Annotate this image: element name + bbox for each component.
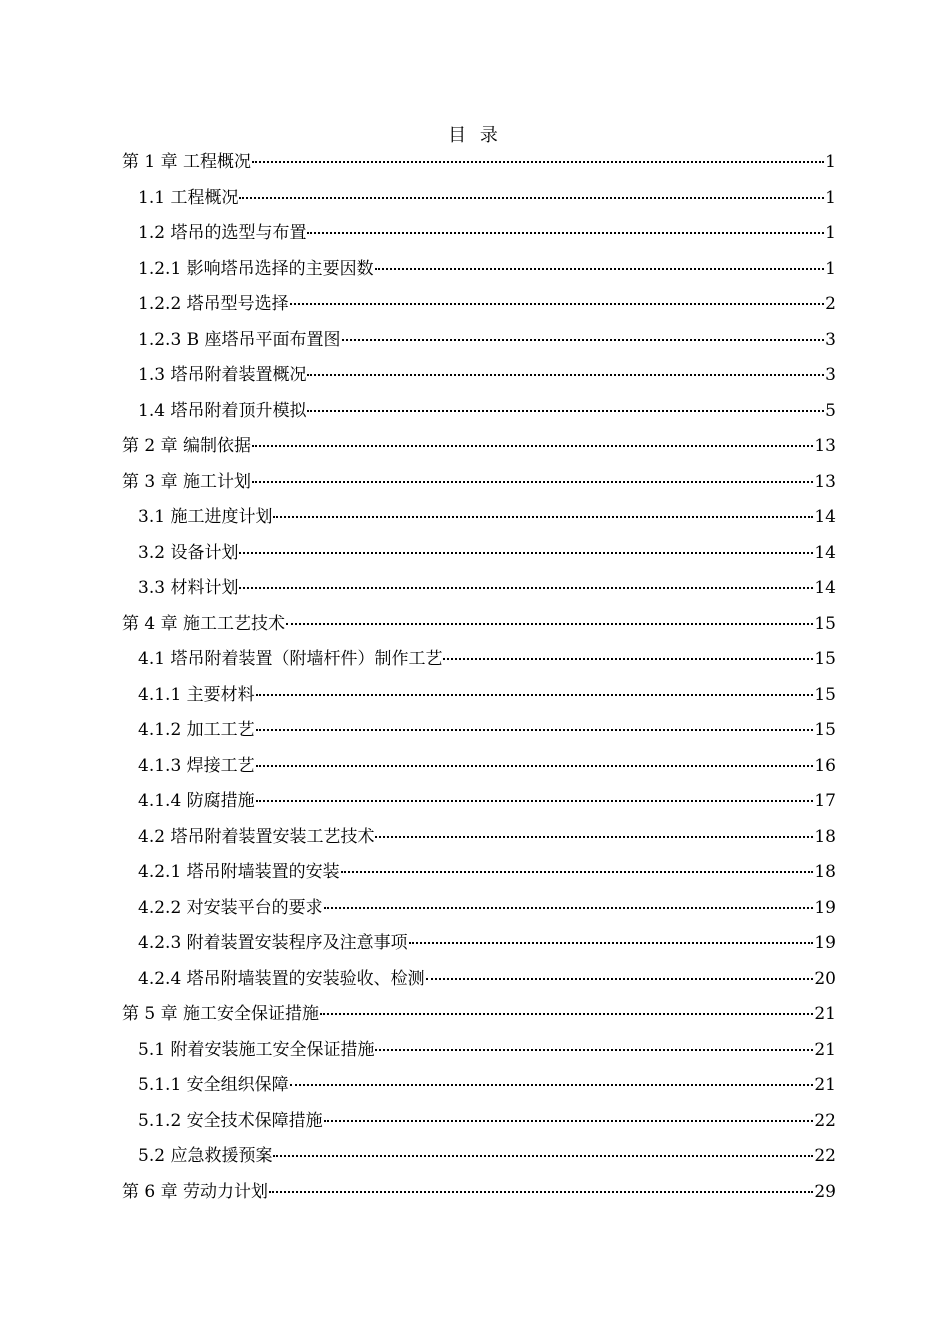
toc-entry-text: 4.2 塔吊附着装置安装工艺技术 bbox=[138, 826, 375, 847]
toc-section-entry[interactable] bbox=[122, 502, 836, 538]
toc-page-number: 15 bbox=[814, 720, 836, 740]
toc-page-number: 19 bbox=[814, 933, 836, 953]
toc-page-number: 22 bbox=[814, 1110, 836, 1131]
toc-dot-leader bbox=[273, 1153, 813, 1157]
toc-entry-text: 5.1 附着安装施工安全保证措施 bbox=[138, 1039, 375, 1060]
toc-dot-leader bbox=[290, 1082, 814, 1086]
toc-dot-leader bbox=[443, 656, 813, 660]
toc-section-entry[interactable] bbox=[122, 964, 836, 1000]
toc-entry-text: 3.3 材料计划 bbox=[138, 578, 239, 598]
toc-page-number: 15 bbox=[814, 684, 836, 705]
toc-section-entry[interactable] bbox=[122, 218, 836, 254]
toc-dot-leader bbox=[426, 976, 814, 980]
toc-entry-text: 第 4 章 施工工艺技术 bbox=[122, 613, 286, 634]
toc-section-entry[interactable] bbox=[122, 644, 836, 680]
toc-section-entry[interactable] bbox=[122, 1106, 836, 1142]
toc-section-entry[interactable] bbox=[122, 786, 836, 822]
toc-dot-leader bbox=[290, 301, 825, 305]
toc-section-entry[interactable] bbox=[122, 573, 836, 609]
toc-entry-text: 第 5 章 施工安全保证措施 bbox=[122, 1004, 320, 1024]
toc-entry-text: 第 6 章 劳动力计划 bbox=[122, 1181, 269, 1202]
toc-page-number: 20 bbox=[814, 968, 836, 989]
toc-entry-text: 1.1 工程概况 bbox=[138, 187, 239, 208]
toc-section-entry[interactable] bbox=[122, 325, 836, 361]
toc-entry-text: 4.1.4 防腐措施 bbox=[138, 791, 255, 811]
toc-page-number: 14 bbox=[814, 542, 836, 563]
toc-dot-leader bbox=[286, 621, 813, 625]
toc-chapter-entry[interactable] bbox=[122, 467, 836, 503]
toc-section-entry[interactable] bbox=[122, 254, 836, 290]
toc-dot-leader bbox=[375, 1047, 813, 1051]
toc-dot-leader bbox=[252, 443, 813, 447]
toc-entry-text: 4.1 塔吊附着装置（附墙杆件）制作工艺 bbox=[138, 649, 443, 669]
toc-page-number: 19 bbox=[814, 897, 836, 918]
toc-entry-text: 1.4 塔吊附着顶升模拟 bbox=[138, 400, 307, 421]
toc-entry-text: 第 1 章 工程概况 bbox=[122, 152, 252, 172]
toc-page-number: 13 bbox=[814, 436, 836, 456]
toc-page-number: 2 bbox=[825, 294, 836, 314]
toc-page-number: 13 bbox=[814, 471, 836, 492]
toc-dot-leader bbox=[252, 159, 824, 163]
toc-section-entry[interactable] bbox=[122, 360, 836, 396]
table-of-contents bbox=[122, 147, 836, 1212]
toc-page-number: 15 bbox=[814, 649, 836, 669]
toc-dot-leader bbox=[252, 479, 813, 483]
toc-chapter-entry[interactable] bbox=[122, 1177, 836, 1213]
toc-section-entry[interactable] bbox=[122, 1141, 836, 1177]
toc-section-entry[interactable] bbox=[122, 1035, 836, 1071]
toc-entry-text: 4.2.3 附着装置安装程序及注意事项 bbox=[138, 933, 408, 953]
toc-section-entry[interactable] bbox=[122, 857, 836, 893]
toc-entry-text: 5.2 应急救援预案 bbox=[138, 1146, 273, 1166]
toc-entry-text: 1.2.2 塔吊型号选择 bbox=[138, 294, 289, 314]
toc-page-number: 18 bbox=[814, 826, 836, 847]
toc-entry-text: 4.2.2 对安装平台的要求 bbox=[138, 897, 323, 918]
toc-page-number: 17 bbox=[814, 791, 836, 811]
toc-entry-text: 5.1.2 安全技术保障措施 bbox=[138, 1110, 323, 1131]
toc-chapter-entry[interactable] bbox=[122, 609, 836, 645]
toc-page-number: 14 bbox=[814, 507, 836, 527]
toc-page-number: 18 bbox=[814, 862, 836, 882]
toc-entry-text: 4.2.4 塔吊附墙装置的安装验收、检测 bbox=[138, 968, 425, 989]
toc-dot-leader bbox=[269, 1189, 813, 1193]
toc-dot-leader bbox=[256, 692, 814, 696]
toc-section-entry[interactable] bbox=[122, 538, 836, 574]
toc-entry-text: 1.2.1 影响塔吊选择的主要因数 bbox=[138, 258, 374, 279]
toc-dot-leader bbox=[324, 1118, 814, 1122]
toc-page-number: 15 bbox=[814, 613, 836, 634]
toc-page-number: 3 bbox=[825, 365, 836, 385]
toc-page-number: 21 bbox=[814, 1004, 836, 1024]
toc-chapter-entry[interactable] bbox=[122, 431, 836, 467]
toc-dot-leader bbox=[256, 763, 814, 767]
toc-page-number: 21 bbox=[814, 1039, 836, 1060]
toc-dot-leader bbox=[307, 230, 824, 234]
toc-dot-leader bbox=[375, 834, 813, 838]
toc-entry-text: 1.2 塔吊的选型与布置 bbox=[138, 223, 307, 243]
toc-dot-leader bbox=[239, 550, 813, 554]
toc-dot-leader bbox=[375, 266, 825, 270]
toc-entry-text: 1.3 塔吊附着装置概况 bbox=[138, 365, 307, 385]
toc-entry-text: 1.2.3 B 座塔吊平面布置图 bbox=[138, 329, 341, 350]
toc-page-number: 1 bbox=[825, 223, 836, 243]
toc-page-number: 1 bbox=[825, 258, 836, 279]
toc-page-number: 16 bbox=[814, 755, 836, 776]
toc-page-number: 1 bbox=[825, 152, 836, 172]
toc-title: 目 录 bbox=[448, 125, 502, 146]
toc-entry-text: 4.1.3 焊接工艺 bbox=[138, 755, 255, 776]
toc-section-entry[interactable] bbox=[122, 1070, 836, 1106]
toc-section-entry[interactable] bbox=[122, 183, 836, 219]
toc-section-entry[interactable] bbox=[122, 396, 836, 432]
toc-dot-leader bbox=[409, 940, 814, 944]
toc-section-entry[interactable] bbox=[122, 289, 836, 325]
toc-dot-leader bbox=[341, 869, 814, 873]
toc-dot-leader bbox=[239, 585, 813, 589]
toc-page-number: 14 bbox=[814, 578, 836, 598]
toc-dot-leader bbox=[273, 514, 813, 518]
toc-section-entry[interactable] bbox=[122, 822, 836, 858]
toc-dot-leader bbox=[307, 372, 824, 376]
toc-page-number: 5 bbox=[825, 400, 836, 421]
toc-section-entry[interactable] bbox=[122, 715, 836, 751]
toc-entry-text: 4.1.1 主要材料 bbox=[138, 684, 255, 705]
toc-entry-text: 5.1.1 安全组织保障 bbox=[138, 1075, 289, 1095]
toc-section-entry[interactable] bbox=[122, 680, 836, 716]
toc-page-number: 3 bbox=[825, 329, 836, 350]
toc-page-number: 21 bbox=[814, 1075, 836, 1095]
toc-section-entry[interactable] bbox=[122, 751, 836, 787]
toc-page-number: 22 bbox=[814, 1146, 836, 1166]
toc-dot-leader bbox=[307, 408, 824, 412]
toc-entry-text: 3.2 设备计划 bbox=[138, 542, 239, 563]
toc-section-entry[interactable] bbox=[122, 928, 836, 964]
toc-entry-text: 第 2 章 编制依据 bbox=[122, 436, 252, 456]
toc-dot-leader bbox=[239, 195, 824, 199]
toc-entry-text: 4.2.1 塔吊附墙装置的安装 bbox=[138, 862, 340, 882]
toc-dot-leader bbox=[256, 798, 814, 802]
toc-entry-text: 4.1.2 加工工艺 bbox=[138, 720, 255, 740]
toc-dot-leader bbox=[342, 337, 825, 341]
toc-dot-leader bbox=[324, 905, 814, 909]
toc-chapter-entry[interactable] bbox=[122, 999, 836, 1035]
toc-chapter-entry[interactable] bbox=[122, 147, 836, 183]
toc-section-entry[interactable] bbox=[122, 893, 836, 929]
toc-page-number: 1 bbox=[825, 187, 836, 208]
toc-dot-leader bbox=[320, 1011, 813, 1015]
toc-entry-text: 3.1 施工进度计划 bbox=[138, 507, 273, 527]
toc-entry-text: 第 3 章 施工计划 bbox=[122, 471, 252, 492]
toc-page-number: 29 bbox=[814, 1181, 836, 1202]
toc-dot-leader bbox=[256, 727, 814, 731]
